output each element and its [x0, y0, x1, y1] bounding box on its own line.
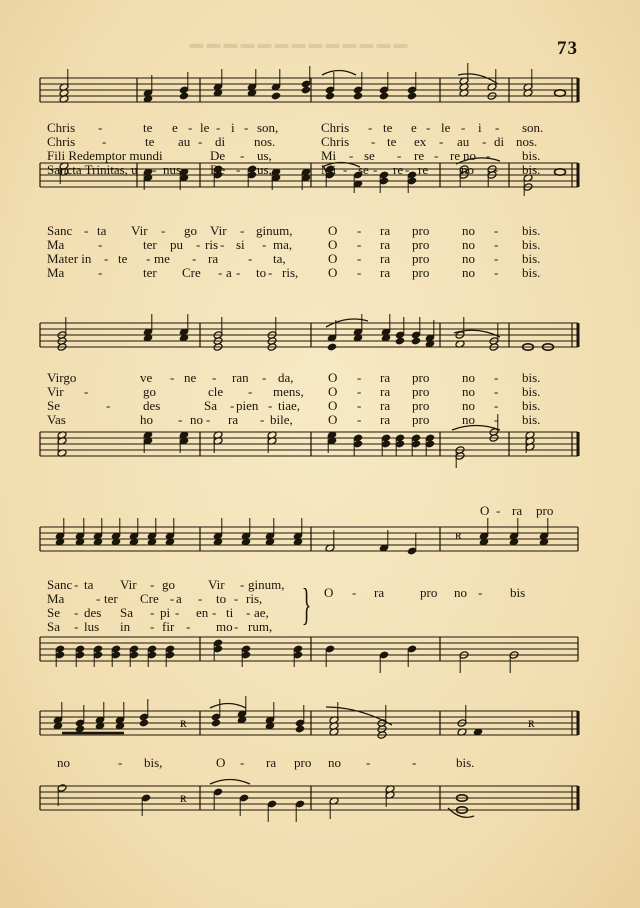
lyric-syllable: Chris	[47, 134, 76, 149]
lyric-syllable: -	[357, 265, 362, 280]
lyric-syllable: -	[439, 134, 444, 149]
lyric-syllable: ra	[380, 223, 391, 238]
lyric-syllable: -	[234, 619, 239, 634]
lyric-syllable: -	[220, 237, 225, 252]
lyric-syllable: no	[461, 162, 474, 177]
rest-symbol: ʀ	[180, 716, 187, 731]
lyric-syllable: des	[84, 605, 102, 620]
lyric-syllable: nos.	[254, 134, 276, 149]
refrain-syllable: pro	[420, 585, 438, 600]
quarter-note	[179, 92, 189, 100]
rest-symbol: ʀ	[180, 791, 187, 806]
lyric-syllable: no	[462, 412, 475, 427]
lyric-syllable: no	[462, 237, 475, 252]
quarter-note	[295, 725, 305, 733]
lyric-syllable: -	[268, 265, 273, 280]
lyric-syllable: di	[215, 134, 226, 149]
lyric-syllable: O	[328, 237, 338, 252]
lyric-syllable: lus	[84, 619, 100, 634]
lyric-syllable: -	[178, 412, 183, 427]
lyric-syllable: -	[240, 148, 245, 163]
lyric-syllable: -	[371, 134, 376, 149]
lyric-syllable: O	[328, 370, 338, 385]
lyric-syllable: te	[383, 120, 393, 135]
lyric-syllable: -	[98, 237, 103, 252]
lyric-syllable: pro	[412, 384, 430, 399]
lyric-syllable: Vir	[47, 384, 64, 399]
whole-note	[555, 90, 566, 96]
lyric-syllable: -	[357, 223, 362, 238]
lyric-syllable: -	[98, 265, 103, 280]
lyric-syllable: in	[120, 619, 131, 634]
lyric-syllable: pu	[170, 237, 183, 252]
lyric-syllable: -	[494, 398, 499, 413]
lyric-syllable: -	[206, 412, 211, 427]
lyric-syllable: go	[143, 384, 156, 399]
lyric-syllable: au	[457, 134, 470, 149]
lyric-syllable: Chris	[321, 120, 350, 135]
lyric-syllable: re	[393, 162, 404, 177]
lyric-syllable: -	[102, 134, 107, 149]
lyric-syllable: bile,	[270, 412, 293, 427]
lyric-syllable: ra	[380, 237, 391, 252]
page-number: 73	[557, 38, 578, 59]
lyric-syllable: bis.	[522, 223, 541, 238]
lyric-syllable: nos.	[516, 134, 538, 149]
lyric-syllable: -	[146, 251, 151, 266]
lyric-syllable: -	[74, 619, 79, 634]
lyric-syllable: Vir	[210, 223, 227, 238]
quarter-note	[211, 719, 221, 727]
lyric-syllable: ve	[140, 370, 153, 385]
lyric-syllable: ra	[266, 755, 277, 770]
lyric-syllable: Ma	[47, 591, 65, 606]
lyric-syllable: ris	[205, 237, 218, 252]
lyric-syllable: Ma	[47, 265, 65, 280]
quarter-note	[411, 337, 421, 345]
lyric-syllable: ra	[208, 251, 219, 266]
lyric-syllable: da,	[278, 370, 294, 385]
lyric-syllable: -	[196, 237, 201, 252]
lyric-syllable: nus	[163, 162, 182, 177]
lyric-syllable: cle	[208, 384, 224, 399]
lyric-syllable: ma,	[273, 237, 293, 252]
lyric-syllable: e	[172, 120, 178, 135]
lyric-syllable: des	[143, 398, 161, 413]
lyric-syllable: -	[248, 384, 253, 399]
lyric-syllable: -	[357, 384, 362, 399]
lyric-syllable: -	[96, 591, 101, 606]
quarter-note	[139, 719, 149, 727]
whole-note	[555, 169, 566, 175]
lyric-syllable: us,	[257, 162, 272, 177]
lyric-syllable: -	[212, 605, 217, 620]
quarter-note	[379, 92, 389, 100]
lyric-syllable: Sanc	[47, 223, 73, 238]
lyric-syllable: -	[198, 591, 203, 606]
lyric-syllable: ta,	[273, 251, 286, 266]
lyric-syllable: -	[357, 370, 362, 385]
lyric-syllable: us,	[257, 148, 272, 163]
lyric-syllable: O	[328, 223, 338, 238]
lyric-syllable: go	[162, 577, 175, 592]
lyric-syllable: -	[366, 755, 371, 770]
lyric-syllable: -	[240, 577, 245, 592]
lyric-syllable: me	[154, 251, 170, 266]
lyric-syllable: te	[387, 134, 397, 149]
lyric-syllable: e	[411, 120, 417, 135]
slur	[210, 780, 250, 785]
lyric-syllable: Vir	[131, 223, 148, 238]
lyric-syllable: ginum,	[256, 223, 293, 238]
lyric-syllable: bis.	[522, 398, 541, 413]
lyric-syllable: ex	[414, 134, 427, 149]
lyric-syllable: en	[196, 605, 209, 620]
lyric-syllable: Mi	[321, 162, 337, 177]
lyric-syllable: re	[418, 162, 429, 177]
lyric-syllable: ris,	[282, 265, 299, 280]
lyric-syllable: -	[84, 384, 89, 399]
slur	[454, 330, 500, 337]
lyric-syllable: no	[462, 384, 475, 399]
lyric-syllable: ta	[97, 223, 107, 238]
lyric-syllable: no	[463, 148, 476, 163]
lyric-syllable: O	[328, 398, 338, 413]
lyric-syllable: no	[462, 398, 475, 413]
lyric-syllable: -	[482, 134, 487, 149]
lyric-syllable: -	[405, 162, 410, 177]
lyric-syllable: di	[494, 134, 505, 149]
slur	[322, 71, 356, 76]
lyric-syllable: le	[200, 120, 210, 135]
lyric-syllable: -	[212, 370, 217, 385]
lyric-syllable: i	[231, 120, 235, 135]
lyric-syllable: no	[462, 370, 475, 385]
lyric-syllable: to	[256, 265, 267, 280]
lyric-syllable: -	[373, 162, 378, 177]
slur	[458, 74, 498, 84]
lyric-syllable: -	[268, 398, 273, 413]
lyric-syllable: Mater in	[47, 251, 92, 266]
lyric-syllable: -	[161, 223, 166, 238]
lyric-syllable: -	[198, 134, 203, 149]
quarter-note	[301, 86, 311, 94]
lyric-syllable: pien	[236, 398, 259, 413]
lyric-syllable: ne	[184, 370, 197, 385]
lyric-syllable: to	[216, 591, 227, 606]
lyric-syllable: -	[186, 619, 191, 634]
refrain-syllable: O	[324, 585, 334, 600]
lyric-syllable: -	[240, 223, 245, 238]
lyric-syllable: ra	[380, 251, 391, 266]
refrain-syllable: ra	[374, 585, 385, 600]
lyric-syllable: no	[328, 755, 341, 770]
lyric-syllable: te	[145, 134, 155, 149]
lyric-syllable: Mi	[321, 148, 337, 163]
lyric-syllable: -	[343, 162, 348, 177]
lyric-syllable: De	[210, 148, 226, 163]
lyric-syllable: ra	[228, 412, 239, 427]
lyric-syllable: -	[192, 251, 197, 266]
lyric-syllable: -	[152, 162, 157, 177]
lyric-syllable: re	[414, 148, 425, 163]
lyric-syllable: Fili Redemptor mundi	[47, 148, 163, 163]
lyric-syllable: -	[150, 577, 155, 592]
lyric-syllable: -	[494, 162, 499, 177]
lyric-syllable: pro	[412, 237, 430, 252]
lyric-syllable: no	[190, 412, 203, 427]
lyric-syllable: no	[462, 223, 475, 238]
lyric-syllable: Sancta Trinitas, u	[47, 162, 138, 177]
lyric-syllable: tiae,	[278, 398, 301, 413]
lyric-syllable: si	[236, 237, 245, 252]
lyric-syllable: bis.	[522, 251, 541, 266]
lyric-syllable: ta	[84, 577, 94, 592]
lyric-syllable: Sa	[47, 619, 60, 634]
lyric-syllable: pro	[412, 265, 430, 280]
quarter-note	[325, 92, 335, 100]
lyric-syllable: -	[357, 237, 362, 252]
lyric-syllable: no	[462, 265, 475, 280]
lyric-syllable: -	[244, 120, 249, 135]
lyric-syllable: -	[494, 370, 499, 385]
lyric-syllable: au	[178, 134, 191, 149]
lyric-syllable: ter	[104, 591, 118, 606]
lyric-syllable: bis.	[522, 237, 541, 252]
lyric-syllable: -	[260, 412, 265, 427]
lyric-syllable: Cre	[140, 591, 159, 606]
lyric-syllable: pro	[412, 412, 430, 427]
lyric-syllable: -	[494, 265, 499, 280]
refrain-syllable: bis	[510, 585, 526, 600]
lyric-syllable: -	[461, 120, 466, 135]
lyric-syllable: ae,	[254, 605, 269, 620]
lyric-syllable: mens,	[273, 384, 304, 399]
lyric-syllable: -	[349, 148, 354, 163]
rest-symbol: ʀ	[528, 716, 535, 731]
running-header-bleedthrough: ▬▬▬▬▬▬▬▬▬▬▬▬▬	[189, 37, 411, 49]
lyric-syllable: -	[357, 412, 362, 427]
lyric-syllable: Chris	[47, 120, 76, 135]
cue-syllable: O	[480, 503, 490, 518]
lyric-syllable: -	[486, 148, 491, 163]
lyric-syllable: -	[230, 398, 235, 413]
lyric-syllable: -	[188, 120, 193, 135]
lyric-syllable: -	[357, 251, 362, 266]
lyric-syllable: ra	[380, 370, 391, 385]
lyric-syllable: te	[143, 120, 153, 135]
refrain-syllable: -	[478, 585, 483, 600]
lyric-syllable: -	[236, 162, 241, 177]
lyric-syllable: pi	[160, 605, 171, 620]
lyric-syllable: O	[216, 755, 226, 770]
lyric-syllable: ris,	[246, 591, 263, 606]
lyric-syllable: ran	[232, 370, 249, 385]
lyric-syllable: ter	[143, 237, 157, 252]
lyric-syllable: -	[175, 605, 180, 620]
lyric-syllable: no	[462, 251, 475, 266]
lyric-syllable: -	[236, 265, 241, 280]
lyric-syllable: se	[358, 162, 369, 177]
quarter-note	[353, 92, 363, 100]
lyric-syllable: pro	[412, 251, 430, 266]
lyric-syllable: Ma	[47, 237, 65, 252]
quarter-note	[395, 337, 405, 345]
lyric-syllable: bis.	[522, 265, 541, 280]
lyric-syllable: Se	[47, 398, 60, 413]
lyric-syllable: -	[118, 755, 123, 770]
lyric-syllable: te	[118, 251, 128, 266]
lyric-syllable: -	[397, 148, 402, 163]
lyric-syllable: -	[150, 619, 155, 634]
staves	[40, 78, 578, 810]
lyric-syllable: bis.	[522, 384, 541, 399]
lyric-syllable: Vas	[47, 412, 66, 427]
lyric-syllable: -	[74, 605, 79, 620]
lyric-syllable: ho	[140, 412, 153, 427]
lyric-syllable: ra	[380, 412, 391, 427]
lyric-syllable: Cre	[182, 265, 201, 280]
lyric-syllable: fir	[162, 619, 175, 634]
lyric-syllable: Sa	[120, 605, 133, 620]
lyric-syllable: -	[262, 370, 267, 385]
lyric-syllable: -	[494, 384, 499, 399]
lyric-syllable: O	[328, 251, 338, 266]
lyric-syllable: no	[57, 755, 70, 770]
lyric-syllable: -	[106, 398, 111, 413]
quarter-note	[271, 92, 281, 100]
lyric-syllable: Se	[47, 605, 60, 620]
slur	[210, 704, 246, 709]
refrain-syllable: -	[352, 585, 357, 600]
lyric-syllable: a	[176, 591, 182, 606]
lyric-syllable: re	[450, 148, 461, 163]
lyric-syllable: -	[494, 412, 499, 427]
lyric-syllable: pro	[412, 398, 430, 413]
lyric-syllable: Virgo	[47, 370, 77, 385]
lyric-syllable: pro	[412, 370, 430, 385]
lyric-syllable: -	[494, 251, 499, 266]
lyric-syllable: -	[240, 755, 245, 770]
lyric-syllable: bis.	[522, 162, 541, 177]
lyric-syllable: bis,	[144, 755, 163, 770]
lyric-syllable: ter	[143, 265, 157, 280]
lyric-syllable: -	[150, 605, 155, 620]
lyric-syllable: ra	[380, 384, 391, 399]
lyric-syllable: ti	[226, 605, 234, 620]
lyric-syllable: -	[248, 251, 253, 266]
cue-syllable: -	[496, 503, 501, 518]
cue-syllable: ra	[512, 503, 523, 518]
lyric-syllable: son.	[522, 120, 544, 135]
lyric-syllable: rum,	[248, 619, 273, 634]
lyric-syllable: -	[426, 120, 431, 135]
cue-syllable: pro	[536, 503, 554, 518]
lyric-syllable: bis.	[456, 755, 475, 770]
lyric-syllable: -	[357, 398, 362, 413]
lyric-syllable: De	[210, 162, 226, 177]
lyric-syllable: -	[170, 370, 175, 385]
lyric-syllable: -	[494, 223, 499, 238]
lyric-syllable: bis.	[522, 370, 541, 385]
lyric-syllable: -	[495, 120, 500, 135]
lyric-syllable: -	[216, 120, 221, 135]
lyric-syllable: Vir	[120, 577, 137, 592]
lyric-syllable: son,	[257, 120, 279, 135]
lyric-syllable: -	[246, 605, 251, 620]
lyric-syllable: -	[368, 120, 373, 135]
lyric-syllable: bis.	[522, 148, 541, 163]
quarter-note	[327, 343, 337, 351]
lyric-syllable: -	[234, 591, 239, 606]
lyric-syllable: go	[184, 223, 197, 238]
lyric-syllable: bis.	[522, 412, 541, 427]
lyric-syllable: -	[104, 251, 109, 266]
lyric-syllable: le	[441, 120, 451, 135]
lyric-syllable: se	[364, 148, 375, 163]
lyric-syllable: O	[328, 412, 338, 427]
lyric-syllable: ginum,	[248, 577, 285, 592]
lyric-brace: }	[301, 580, 312, 629]
lyric-syllable: pro	[294, 755, 312, 770]
lyric-syllable: ra	[380, 398, 391, 413]
lyric-syllable: Sanc	[47, 577, 73, 592]
lyric-syllable: -	[218, 265, 223, 280]
lyric-syllable: O	[328, 265, 338, 280]
lyric-syllable: mo	[216, 619, 233, 634]
lyric-syllable: Vir	[208, 577, 225, 592]
lyric-syllable: ra	[380, 265, 391, 280]
lyric-syllable: -	[412, 755, 417, 770]
lyric-syllable: Chris	[321, 134, 350, 149]
refrain-syllable: no	[454, 585, 467, 600]
lyric-syllable: a	[226, 265, 232, 280]
rest-symbol: ʀ	[455, 528, 462, 543]
lyric-syllable: i	[478, 120, 482, 135]
lyric-syllable: -	[434, 148, 439, 163]
lyric-syllable: -	[494, 237, 499, 252]
lyric-syllable: -	[84, 223, 89, 238]
lyric-syllable: -	[170, 591, 175, 606]
lyric-syllable: pro	[412, 223, 430, 238]
quarter-note	[407, 92, 417, 100]
lyric-syllable: -	[74, 577, 79, 592]
lyric-syllable: -	[98, 120, 103, 135]
lyric-syllable: Sa	[204, 398, 217, 413]
lyric-syllable: O	[328, 384, 338, 399]
lyric-syllable: -	[262, 237, 267, 252]
